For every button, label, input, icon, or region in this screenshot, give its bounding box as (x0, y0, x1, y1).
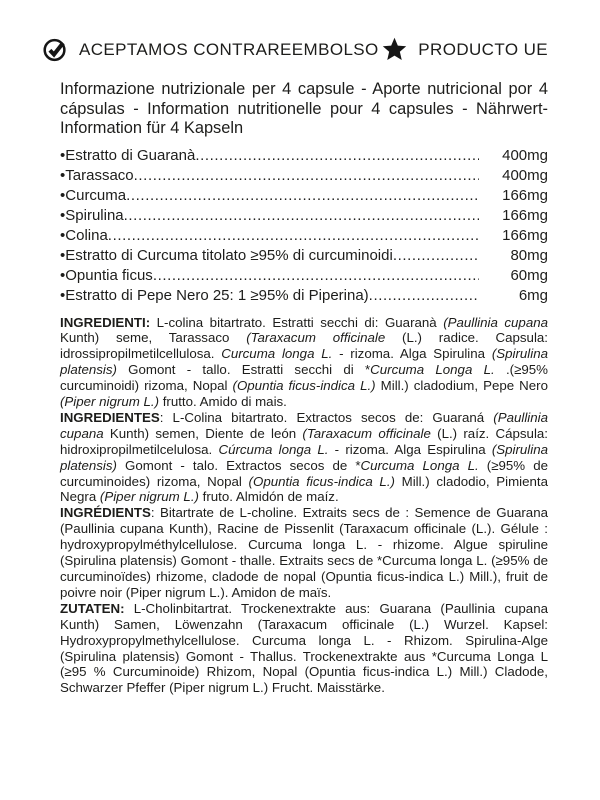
ingredient-text-segment: Curcuma Longa L. (360, 457, 479, 473)
ingredient-text-segment: - rizoma. Alga Spirulina (332, 346, 492, 362)
eu-badge (381, 36, 548, 63)
nutrient-value: 6mg (518, 286, 548, 304)
nutrient-value: 80mg (510, 246, 548, 264)
ingredient-text-segment: (Spirulina platensis) (60, 441, 548, 473)
eu-badge-label: PRODUCTO UE (418, 39, 548, 59)
leader-dots (134, 166, 479, 186)
nutrition-intro: Informazione nutrizionale per 4 capsule - Aporte nutricional por 4 cápsulas - Information nutritionelle pour 4 capsules - Nährwert-Information für 4 Kapseln (60, 80, 548, 137)
ingredient-text-segment: Curcuma longa L. (221, 346, 333, 362)
ingredient-text-segment: (L.) radice. Capsula: idrossipropilmetilcellulosa. (60, 330, 548, 362)
ingredient-text-segment: (Paullinia cupana (443, 314, 549, 330)
nutrient-value: 60mg (510, 266, 548, 284)
star-icon (381, 36, 408, 63)
leader-dots (124, 206, 479, 226)
nutrient-label: • Colina (60, 226, 108, 246)
ingredient-text-segment: Kunth) seme, Tarassaco (60, 330, 247, 346)
leader-dots (126, 186, 479, 206)
leader-dots (393, 246, 479, 266)
nutrient-label: • Estratto di Guaranà (60, 146, 195, 166)
ingredient-text-segment: Curcuma Longa L. (370, 362, 495, 378)
label-content (60, 80, 548, 696)
nutrient-row (60, 246, 548, 266)
nutrient-row (60, 206, 548, 226)
ingredient-text-segment: Mill.) cladodio, Pimienta Negra (60, 473, 549, 505)
nutrient-value: 400mg (502, 166, 548, 184)
ingredient-text-segment: frutto. Amido di mais. (159, 394, 287, 410)
ingredient-text-segment: (Spirulina platensis) (60, 346, 548, 378)
nutrient-row (60, 266, 548, 286)
ingredients-paragraph (60, 315, 548, 410)
ingredient-text-segment: Cúrcuma longa L. (218, 441, 329, 457)
nutrient-value: 166mg (502, 206, 548, 224)
ingredient-text-segment: L-Cholinbitartrat. Trockenextrakte aus: Guarana (Paullinia cupana Kunth) Samen, Löwenzahn (Taraxacum officinale (L.) Wurzel. Kapsel: Hydroxypropylmethylcellulose. Curcuma longa L. - Rhizom. Spirulina-Alge (Spirulina platensis) Gomont - Thallus. Trockenextrakte aus *Curcuma Longa L (≥95 % Curcuminoide) Rhizom, Nopal (Opuntia ficus-indica L.) Mill.) Cladode, Schwarzer Pfeffer (Piper nigrum L.) Frucht. Maisstärke. (60, 600, 548, 696)
ingredient-text-segment: (Taraxacum officinale (246, 330, 386, 346)
nutrient-label: • Estratto di Curcuma titolato ≥95% di curcuminoidi (60, 246, 393, 266)
ingredients-section (60, 315, 548, 697)
leader-dots (195, 146, 479, 166)
nutrient-row (60, 286, 548, 306)
nutrient-label: • Opuntia ficus (60, 266, 153, 286)
ingredient-text-segment: Mill.) cladodium, Pepe Nero (375, 378, 549, 394)
nutrient-label: • Curcuma (60, 186, 126, 206)
ingredient-text-segment: (L.) raíz. Cápsula: hidroxipropilmetilcelulosa. (60, 425, 548, 457)
cod-badge-label: ACEPTAMOS CONTRAREEMBOLSO (79, 39, 379, 59)
ingredient-text-segment: (Piper nigrum L.) (99, 489, 199, 505)
leader-dots (369, 286, 479, 306)
leader-dots (108, 226, 479, 246)
ingredient-text-segment: Gomont - talo. Extractos secos de * (116, 457, 361, 473)
ingredient-text-segment: Gomont - tallo. Estratti secchi di * (116, 362, 371, 378)
cod-badge (42, 36, 379, 63)
ingredients-paragraph (60, 505, 548, 600)
ingredient-text-segment: INGRÉDIENTS (60, 505, 151, 521)
ingredient-text-segment: : Bitartrate de L-choline. Extraits secs de : Semence de Guarana (Paullinia cupana Kunth), Racine de Pissenlit (Taraxacum officinale (L.). Gélule : hydroxypropylméthylcellulose. Curcuma longa L. - rhizome. Algue spiruline (Spirulina platensis) Gomont - thalle. Extraits secs de *Curcuma longa L. (≥95% de curcuminoïdes) rhizome, cladode de nopal (Opuntia ficus-indica L.) Mill.), fruit de poivre noir (Piper nigrum L.). Amidon de maïs. (60, 505, 548, 600)
header (0, 0, 600, 63)
ingredient-text-segment: INGREDIENTI: (60, 314, 151, 330)
ingredient-text-segment: (Opuntia ficus-indica L.) (232, 378, 376, 394)
check-circle-icon (42, 36, 69, 63)
nutrient-list (60, 146, 548, 306)
ingredient-text-segment: (Opuntia ficus-indica L.) (248, 473, 395, 489)
nutrient-row (60, 166, 548, 186)
nutrient-row (60, 146, 548, 166)
ingredient-text-segment: Kunth) semen, Diente de león (103, 425, 303, 441)
nutrient-row (60, 226, 548, 246)
ingredient-text-segment: .(≥95% curcuminoidi) rizoma, Nopal (60, 362, 548, 394)
ingredient-text-segment: (Piper nigrum L.) (60, 394, 160, 410)
leader-dots (153, 266, 479, 286)
nutrient-label: • Tarassaco (60, 166, 134, 186)
nutrient-label: • Spirulina (60, 206, 124, 226)
nutrient-row (60, 186, 548, 206)
ingredient-text-segment: - rizoma. Alga Espirulina (328, 441, 492, 457)
ingredient-text-segment: L-colina bitartrato. Estratti secchi di: Guaranà (150, 314, 444, 330)
ingredient-text-segment: INGREDIENTES (60, 409, 160, 425)
ingredient-text-segment: fruto. Almidón de maíz. (198, 489, 339, 505)
ingredient-text-segment: : L-Colina bitartrato. Extractos secos de: Guaraná (159, 409, 494, 425)
ingredient-text-segment: (Taraxacum officinale (302, 425, 431, 441)
nutrient-value: 166mg (502, 226, 548, 244)
nutrient-label: • Estratto di Pepe Nero 25: 1 ≥95% di Piperina) (60, 286, 369, 306)
ingredients-paragraph (60, 410, 548, 505)
ingredients-paragraph (60, 601, 548, 696)
ingredient-text-segment: (≥95% de curcuminoides) rizoma, Nopal (60, 457, 548, 489)
ingredient-text-segment: ZUTATEN: (60, 600, 125, 616)
nutrient-value: 166mg (502, 186, 548, 204)
nutrient-value: 400mg (502, 146, 548, 164)
ingredient-text-segment: (Paullinia cupana (60, 409, 548, 441)
